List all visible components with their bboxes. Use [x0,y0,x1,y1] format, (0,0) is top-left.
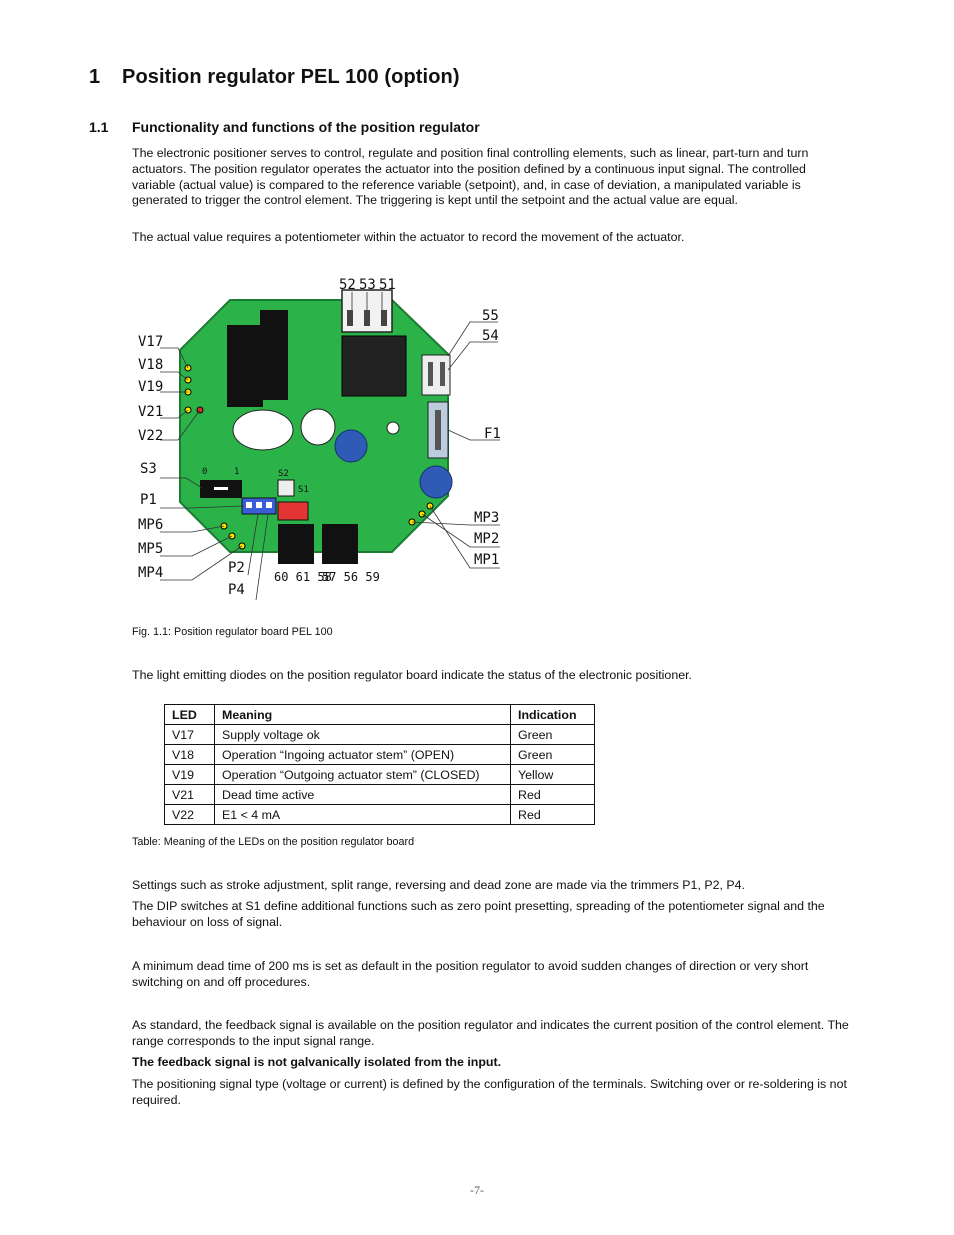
table-cell: V21 [165,785,215,805]
label-f1: F1 [484,426,501,442]
label-55: 55 [482,308,499,324]
table-cell: E1 < 4 mA [215,805,511,825]
mounting-hole [233,410,293,450]
label-53: 53 [359,277,376,293]
switch-s2 [278,480,294,496]
table-cell: Red [511,805,595,825]
paragraph-deadtime: A minimum dead time of 200 ms is set as default in the position regulator to avoid sudden changes of direction or very short switching on and off procedures. [132,959,809,989]
label-p2: P2 [228,560,245,576]
table-cell: Green [511,745,595,765]
label-54: 54 [482,328,499,344]
svg-text:S2: S2 [278,469,289,479]
led-table [164,704,595,825]
paragraph-settings: Settings such as stroke adjustment, split range, reversing and dead zone are made via the trimmers P1, P2, P4. [132,878,745,892]
table-cell: Yellow [511,765,595,785]
table-row [165,785,595,805]
paragraph-intro: The electronic positioner serves to control, regulate and position final controlling elements, such as linear, part-turn and turn actuators. The position regulator operates the actuator into the position defined by a continuous input signal. The controlled variable (actual value) is compared to the reference variable (setpoint), and, in case of deviation, a manipulated variable is generated to trigger the control element. The triggering is kept until the setpoint and the actual value are equal. [132,146,809,208]
subsection-heading [89,119,480,135]
label-v17: V17 [138,334,164,350]
table-cell: Green [511,725,595,745]
label-v21: V21 [138,404,164,420]
transformer-block [342,336,406,396]
dip-switch-s1 [278,502,308,520]
paragraph-dip: The DIP switches at S1 define additional functions such as zero point presetting, spreading of the potentiometer signal and the behaviour on loss of signal. [132,899,825,929]
label-mp4: MP4 [138,565,164,581]
paragraph-feedback: As standard, the feedback signal is available on the position regulator and indicates the current position of the control element. The range corresponds to the input signal range. [132,1018,849,1048]
table-cell: Operation “Outgoing actuator stem” (CLOSED) [215,765,511,785]
paragraph-leds: The light emitting diodes on the position regulator board indicate the status of the electronic positioner. [132,668,692,682]
table-cell: V19 [165,765,215,785]
table-cell: Supply voltage ok [215,725,511,745]
table-cell: Red [511,785,595,805]
label-51: 51 [379,277,396,293]
blue-component [335,430,367,462]
label-52: 52 [339,277,356,293]
label-mp1: MP1 [474,552,500,568]
label-mp5: MP5 [138,541,164,557]
label-p1: P1 [140,492,157,508]
paragraph-potentiometer: The actual value requires a potentiometer within the actuator to record the movement of the actuator. [132,230,685,244]
label-v18: V18 [138,357,164,373]
terminal-block-left [278,524,314,564]
label-p4: P4 [228,582,245,598]
svg-text:1: 1 [234,467,240,477]
table-row [165,745,595,765]
section-number: 1 [89,66,101,88]
label-mp3: MP3 [474,510,500,526]
label-terminals-left: 60 61 58 [274,570,332,584]
paragraph-signal-type: The positioning signal type (voltage or current) is defined by the configuration of the terminals. Switching over or re-soldering is not required. [132,1077,847,1107]
figure-caption: Fig. 1.1: Position regulator board PEL 100 [132,626,333,638]
label-s3: S3 [140,461,157,477]
table-header-row [165,705,595,725]
table-header: LED [165,705,215,725]
page-number: -7- [470,1183,484,1197]
label-v19: V19 [138,379,164,395]
label-v22: V22 [138,428,164,444]
table-row [165,725,595,745]
table-header: Meaning [215,705,511,725]
table-header: Indication [511,705,595,725]
board-figure [130,270,520,610]
table-row [165,765,595,785]
label-terminals-right: 57 56 59 [322,570,380,584]
table-cell: Dead time active [215,785,511,805]
paragraph-feedback-note: The feedback signal is not galvanically isolated from the input. [132,1055,502,1069]
svg-text:S1: S1 [298,485,309,495]
section-heading [89,66,460,89]
table-cell: V22 [165,805,215,825]
section-title: Position regulator PEL 100 (option) [122,66,460,88]
terminal-block-right [322,524,358,564]
subsection-number: 1.1 [89,119,109,135]
table-row [165,805,595,825]
capacitor-block [227,325,263,407]
label-mp6: MP6 [138,517,164,533]
table-cell: V18 [165,745,215,765]
table-cell: Operation “Ingoing actuator stem” (OPEN) [215,745,511,765]
svg-text:0: 0 [202,467,208,477]
table-caption: Table: Meaning of the LEDs on the position regulator board [132,836,415,848]
table-cell: V17 [165,725,215,745]
label-mp2: MP2 [474,531,500,547]
connector-s5-s4 [422,355,450,395]
subsection-title: Functionality and functions of the position regulator [132,119,480,135]
